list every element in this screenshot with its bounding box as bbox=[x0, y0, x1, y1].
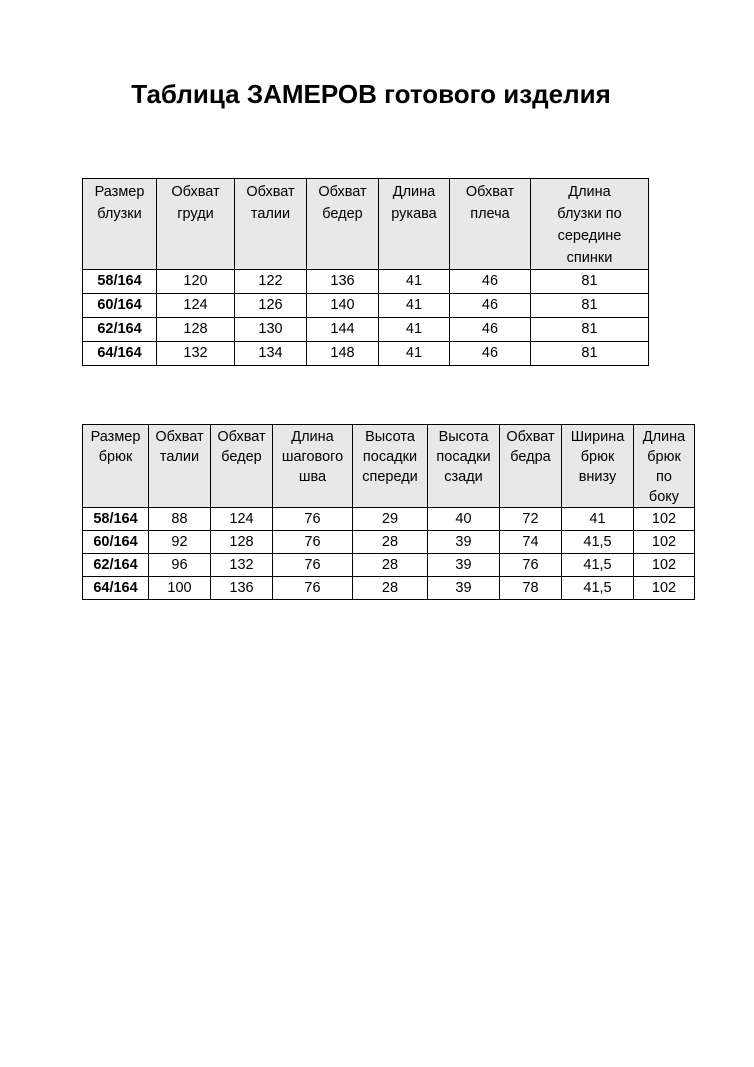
table-cell: 122 bbox=[235, 270, 307, 294]
table-cell: 41,5 bbox=[562, 531, 634, 554]
header-cell: Размер блузки bbox=[83, 179, 157, 270]
table-row bbox=[83, 318, 649, 342]
table-row bbox=[83, 577, 695, 600]
table-cell: 76 bbox=[273, 531, 353, 554]
size-cell: 64/164 bbox=[83, 577, 149, 600]
table-cell: 128 bbox=[157, 318, 235, 342]
table-cell: 41,5 bbox=[562, 554, 634, 577]
table-row bbox=[83, 531, 695, 554]
table-cell: 39 bbox=[428, 554, 500, 577]
table-cell: 128 bbox=[211, 531, 273, 554]
table-cell: 76 bbox=[500, 554, 562, 577]
table-cell: 76 bbox=[273, 554, 353, 577]
header-cell: Длина шагового шва bbox=[273, 425, 353, 508]
table-cell: 136 bbox=[211, 577, 273, 600]
table-cell: 102 bbox=[634, 531, 695, 554]
header-cell: Длина блузки по середине спинки bbox=[531, 179, 649, 270]
table-cell: 41 bbox=[379, 318, 450, 342]
table-cell: 41,5 bbox=[562, 577, 634, 600]
size-cell: 62/164 bbox=[83, 318, 157, 342]
table-cell: 136 bbox=[307, 270, 379, 294]
table-cell: 81 bbox=[531, 270, 649, 294]
table-cell: 124 bbox=[157, 294, 235, 318]
table-cell: 76 bbox=[273, 508, 353, 531]
size-cell: 62/164 bbox=[83, 554, 149, 577]
header-cell: Обхват груди bbox=[157, 179, 235, 270]
table-cell: 81 bbox=[531, 318, 649, 342]
table-header-row bbox=[83, 425, 695, 508]
table-cell: 76 bbox=[273, 577, 353, 600]
header-cell: Длина рукава bbox=[379, 179, 450, 270]
table-cell: 148 bbox=[307, 342, 379, 366]
table-header-row bbox=[83, 179, 649, 270]
header-cell: Высота посадки сзади bbox=[428, 425, 500, 508]
table-cell: 102 bbox=[634, 508, 695, 531]
header-cell: Обхват талии bbox=[235, 179, 307, 270]
table-cell: 46 bbox=[450, 270, 531, 294]
table-cell: 40 bbox=[428, 508, 500, 531]
header-cell: Обхват бедра bbox=[500, 425, 562, 508]
table-row bbox=[83, 294, 649, 318]
table-cell: 28 bbox=[353, 577, 428, 600]
header-cell: Обхват бедер bbox=[211, 425, 273, 508]
size-cell: 60/164 bbox=[83, 294, 157, 318]
table-row bbox=[83, 342, 649, 366]
table-cell: 100 bbox=[149, 577, 211, 600]
size-cell: 58/164 bbox=[83, 508, 149, 531]
table-cell: 28 bbox=[353, 554, 428, 577]
blouse-measurements-table bbox=[82, 178, 649, 366]
table-row bbox=[83, 554, 695, 577]
header-cell: Ширина брюк внизу bbox=[562, 425, 634, 508]
header-cell: Размер брюк bbox=[83, 425, 149, 508]
table-cell: 81 bbox=[531, 294, 649, 318]
size-cell: 58/164 bbox=[83, 270, 157, 294]
table-cell: 29 bbox=[353, 508, 428, 531]
header-cell: Обхват бедер bbox=[307, 179, 379, 270]
table-cell: 39 bbox=[428, 577, 500, 600]
table-cell: 46 bbox=[450, 318, 531, 342]
table-row bbox=[83, 270, 649, 294]
table-cell: 41 bbox=[379, 270, 450, 294]
table-cell: 144 bbox=[307, 318, 379, 342]
table-cell: 130 bbox=[235, 318, 307, 342]
table-cell: 134 bbox=[235, 342, 307, 366]
table-cell: 41 bbox=[379, 342, 450, 366]
header-cell: Длина брюк по боку bbox=[634, 425, 695, 508]
table-cell: 132 bbox=[211, 554, 273, 577]
table-cell: 28 bbox=[353, 531, 428, 554]
table-cell: 88 bbox=[149, 508, 211, 531]
header-cell: Высота посадки спереди bbox=[353, 425, 428, 508]
table-cell: 39 bbox=[428, 531, 500, 554]
table-row bbox=[83, 508, 695, 531]
table-cell: 46 bbox=[450, 294, 531, 318]
table-cell: 120 bbox=[157, 270, 235, 294]
table-cell: 140 bbox=[307, 294, 379, 318]
size-cell: 60/164 bbox=[83, 531, 149, 554]
table-cell: 92 bbox=[149, 531, 211, 554]
table-cell: 102 bbox=[634, 577, 695, 600]
header-cell: Обхват талии bbox=[149, 425, 211, 508]
table-cell: 81 bbox=[531, 342, 649, 366]
page-title: Таблица ЗАМЕРОВ готового изделия bbox=[131, 79, 611, 109]
table-cell: 72 bbox=[500, 508, 562, 531]
table-cell: 74 bbox=[500, 531, 562, 554]
table-cell: 102 bbox=[634, 554, 695, 577]
table-cell: 126 bbox=[235, 294, 307, 318]
table-cell: 46 bbox=[450, 342, 531, 366]
table-cell: 96 bbox=[149, 554, 211, 577]
table-cell: 132 bbox=[157, 342, 235, 366]
size-cell: 64/164 bbox=[83, 342, 157, 366]
header-cell: Обхват плеча bbox=[450, 179, 531, 270]
pants-measurements-table bbox=[82, 424, 695, 600]
table-cell: 78 bbox=[500, 577, 562, 600]
table-cell: 41 bbox=[562, 508, 634, 531]
table-cell: 124 bbox=[211, 508, 273, 531]
table-cell: 41 bbox=[379, 294, 450, 318]
